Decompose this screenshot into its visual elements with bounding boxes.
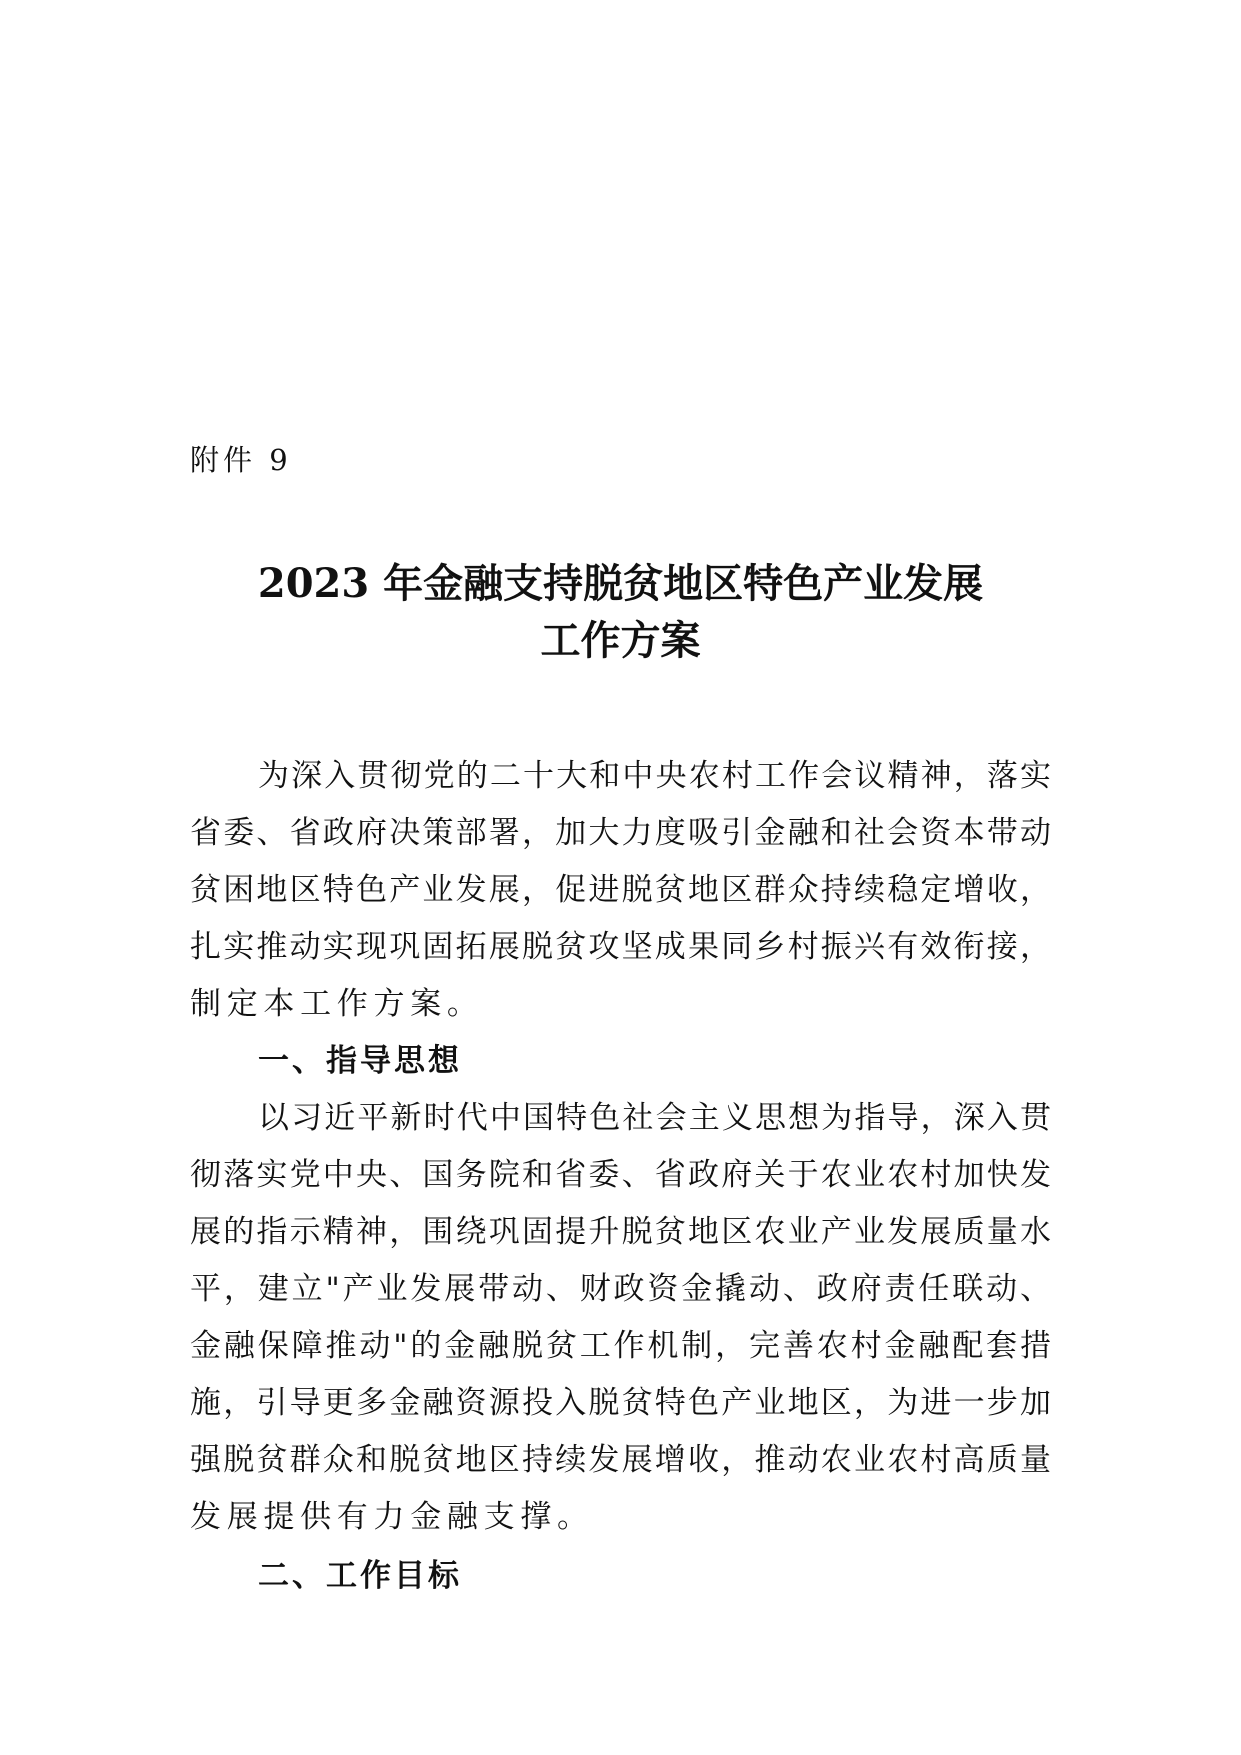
attachment-label: 附件 9 (190, 443, 292, 477)
section1-line: 发展提供有力金融支撑。 (190, 1499, 594, 1535)
document-title-line-2: 工作方案 (540, 617, 701, 664)
intro-line: 为深入贯彻党的二十大和中央农村工作会议精神，落实 (258, 758, 1051, 794)
section1-line: 强脱贫群众和脱贫地区持续发展增收，推动农业农村高质量 (190, 1442, 1051, 1478)
section1-line: 平，建立"产业发展带动、财政资金撬动、政府责任联动、 (190, 1271, 1051, 1307)
section1-line: 以习近平新时代中国特色社会主义思想为指导，深入贯 (258, 1100, 1051, 1136)
section1-line: 彻落实党中央、国务院和省委、省政府关于农业农村加快发 (190, 1157, 1051, 1193)
document-title-line-1: 2023 年金融支持脱贫地区特色产业发展 (257, 560, 984, 607)
section-heading-work-goals: 二、工作目标 (258, 1558, 462, 1594)
section1-line: 施，引导更多金融资源投入脱贫特色产业地区，为进一步加 (190, 1385, 1051, 1421)
intro-line: 省委、省政府决策部署，加大力度吸引金融和社会资本带动 (190, 815, 1051, 851)
intro-line: 贫困地区特色产业发展，促进脱贫地区群众持续稳定增收， (190, 872, 1051, 908)
intro-line: 扎实推动实现巩固拓展脱贫攻坚成果同乡村振兴有效衔接， (190, 929, 1051, 965)
section1-line: 金融保障推动"的金融脱贫工作机制，完善农村金融配套措 (190, 1328, 1051, 1364)
intro-line: 制定本工作方案。 (190, 986, 484, 1022)
section-heading-guiding-ideology: 一、指导思想 (258, 1043, 462, 1079)
section1-line: 展的指示精神，围绕巩固提升脱贫地区农业产业发展质量水 (190, 1214, 1051, 1250)
